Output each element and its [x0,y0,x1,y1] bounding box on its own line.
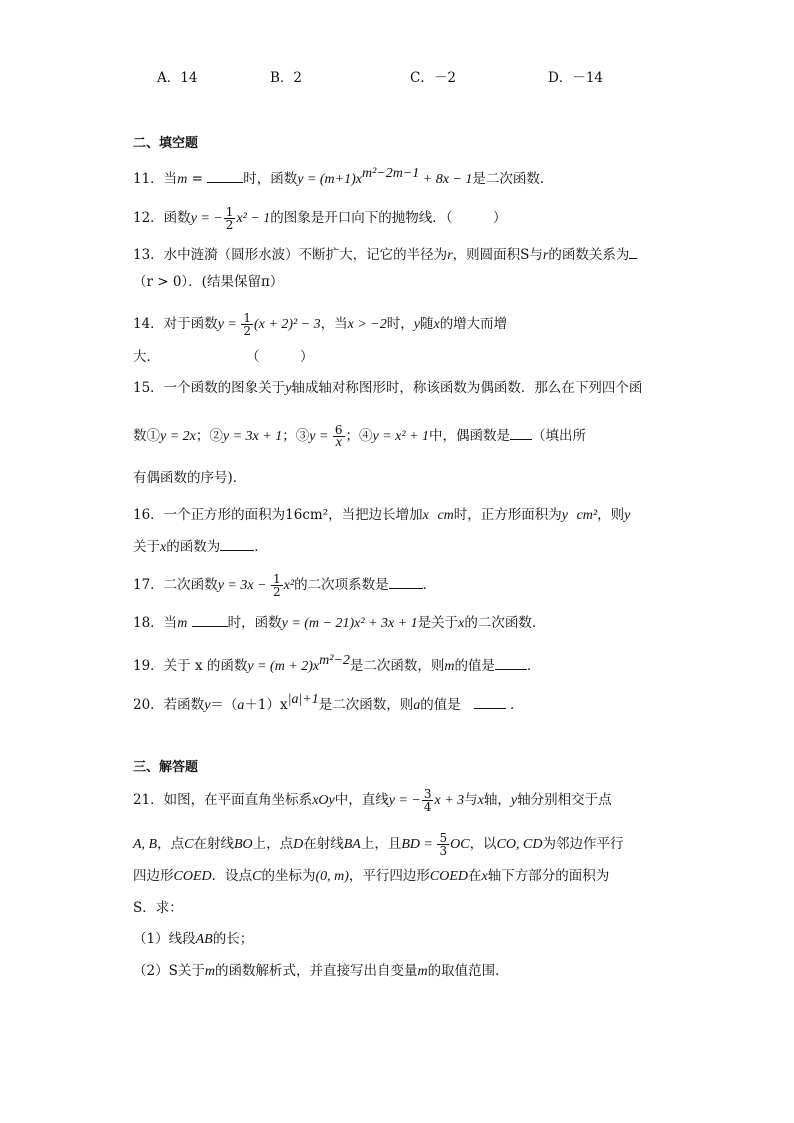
section-fill-blank-heading: 二、填空题 [133,136,199,151]
fraction: $\frac{3}{4}$ [423,787,432,814]
question-15-line-2: 数①y = 2x；②y = 3x + 1；③y = $\frac{6}{x}$ ；④y = x² + 1中，偶函数是 （填出所 [133,423,587,450]
question-13-line-1: 13．水中涟漪（圆形水波）不断扩大，记它的半径为r，则圆面积S与r的函数关系为 [133,244,673,266]
answer-blank[interactable] [389,574,423,589]
answer-blank[interactable] [474,694,506,709]
question-12: 12．函数y = − $\frac{1}{2}$ x² − 1的图象是开口向下的抛物线．（ ） [133,205,507,232]
answer-blank[interactable] [495,655,527,670]
answer-blank[interactable] [220,536,254,551]
fraction: $\frac{1}{2}$ [243,311,251,338]
answer-blank[interactable] [629,244,637,259]
fraction: $\frac{1}{2}$ [273,572,281,599]
question-18: 18．当m 时，函数y = (m − 21)x² + 3x + 1是关于x的二次函数． [133,612,673,634]
question-21-line-4: S．求： [133,900,183,916]
question-21-line-3: 四边形COED．设点C的坐标为(0, m)，平行四边形COED在x轴下方部分的面积为 [133,868,610,884]
question-21-line-1: 21．如图，在平面直角坐标系xOy中，直线y = − $\frac{3}{4}$ x + 3与x轴，y轴分别相交于点 [133,787,612,814]
fraction: $\frac{1}{2}$ [225,205,234,232]
question-14-line-2: 大． （ ） [133,349,314,365]
question-21-part-1: （1）线段AB的长； [133,931,254,947]
question-16-line-1: 16．一个正方形的面积为16cm²，当把边长增加x cm时，正方形面积为y cm²，则y [133,507,631,523]
fraction: $\frac{6}{x}$ [334,423,343,450]
question-11: 11．当m = 时，函数$y = (m+1)x^{m^2-2m-1} + 8x - 1$是二次函数． [133,166,554,187]
option-b: B．2 [270,70,303,86]
question-14-line-1: 14．对于函数y = $\frac{1}{2}$ (x + 2)² − 3，当x > −2时，y随x的增大而增 [133,311,508,338]
fraction: $\frac{5}{3}$ [439,831,448,858]
option-d: D．－14 [548,70,604,86]
question-21-part-2: （2）S关于m的函数解析式，并直接写出自变量m的取值范围． [133,963,509,979]
answer-blank[interactable] [510,425,532,440]
question-15-line-1: 15．一个函数的图象关于y轴成轴对称图形时，称该函数为偶函数．那么在下列四个函 [133,380,643,396]
option-a: A．14 [157,70,198,86]
answer-blank[interactable] [207,168,243,183]
question-16-line-2: 关于x的函数为 ． [133,536,673,558]
question-13-line-2: （r > 0）．(结果保留π） [133,274,284,290]
answer-blank[interactable] [192,612,228,627]
question-19: 19．关于 x 的函数$y = (m + 2)x^{m^2-2}$是二次函数，则m的值是 ． [133,653,541,674]
section-solve-heading: 三、解答题 [133,760,199,775]
question-21-line-2: A, B，点C在射线BO上，点D在射线BA上，且BD = $\frac{5}{3}$ OC，以CO, CD为邻边作平行 [133,831,624,858]
question-15-line-3: 有偶函数的序号)． [133,470,247,486]
question-20: 20．若函数$y=(a+1)x^{|a|+1}$是二次函数，则a的值是 ． [133,692,524,713]
option-c: C．－2 [410,70,456,86]
question-17: 17．二次函数y = 3x − $\frac{1}{2}$ x²的二次项系数是 ． [133,572,437,599]
